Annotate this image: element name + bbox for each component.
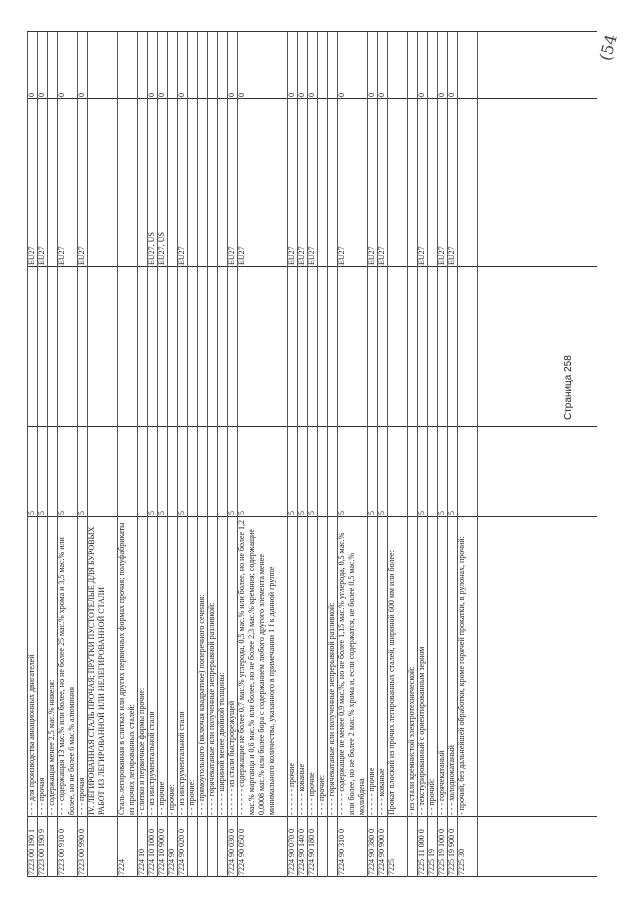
code-cell: 7224 90 050 0 — [237, 829, 246, 875]
regime-cell — [167, 99, 177, 267]
regime-cell: EU27 — [337, 246, 346, 265]
code-cell: 7224 90 020 0 — [177, 829, 186, 875]
duty-rate-cell: 5 — [307, 511, 316, 515]
code-cell: 7225 19 900 0 — [447, 829, 456, 875]
last-column-cell — [427, 32, 437, 99]
duty-rate-cell — [47, 427, 57, 517]
regime-cell — [407, 99, 417, 267]
code-cell: 7224 90 900 0 — [377, 829, 386, 875]
note-cell — [217, 267, 227, 427]
note-cell — [77, 267, 87, 427]
duty-rate-cell: 5 — [287, 511, 296, 515]
description-cell: - прочие: — [167, 784, 176, 815]
regime-cell: EU27 — [447, 246, 456, 265]
regime-cell: EU27 — [307, 246, 316, 265]
regime-cell: EU27, US — [157, 232, 166, 265]
code-cell: 7223 00 190 9 — [37, 829, 46, 875]
duty-rate-cell: 5 — [147, 511, 156, 515]
duty-rate-cell: 5 — [447, 511, 456, 515]
note-cell — [447, 267, 457, 427]
last-column-cell: 0 — [417, 93, 426, 97]
last-column-cell: 0 — [37, 93, 46, 97]
table-row-divider — [477, 32, 478, 877]
duty-rate-cell: 5 — [27, 511, 36, 515]
code-cell: 7224 90 — [167, 849, 176, 875]
description-cell: - - - - прочие — [307, 772, 316, 815]
duty-rate-cell — [317, 427, 327, 517]
note-cell — [207, 267, 217, 427]
note-cell — [367, 267, 377, 427]
description-cell: Прокат плоский из прочих легированных сталей, шириной 600 мм или более: — [387, 550, 396, 815]
last-column-cell — [327, 32, 337, 99]
description-cell: - - - - - шириной менее двойной толщины: — [217, 672, 226, 815]
duty-rate-cell — [87, 427, 117, 517]
regime-cell: EU27 — [417, 246, 426, 265]
code-cell: 7223 00 910 0 — [57, 829, 66, 875]
note-cell — [117, 267, 137, 427]
regime-cell: EU27 — [57, 246, 66, 265]
duty-rate-cell: 5 — [57, 511, 66, 515]
last-column-cell — [387, 32, 407, 99]
description-cell: - - - прочая — [77, 777, 86, 815]
code-cell: 7224 90 180 0 — [307, 829, 316, 875]
last-column-cell: 0 — [447, 93, 456, 97]
last-column-cell: 0 — [237, 93, 246, 97]
code-cell — [327, 817, 337, 877]
duty-rate-cell: 5 — [37, 511, 46, 515]
code-cell: 7225 11 000 0 — [417, 829, 426, 875]
code-cell: 7224 90 140 0 — [297, 829, 306, 875]
last-column-cell — [47, 32, 57, 99]
description-cell: - - - для производства авиационных двигателей — [27, 654, 36, 815]
last-column-cell — [207, 32, 217, 99]
regime-cell: EU27 — [377, 246, 386, 265]
last-column-cell: 0 — [437, 93, 446, 97]
code-cell: 7225 19 100 0 — [437, 829, 446, 875]
duty-rate-cell — [137, 427, 147, 517]
note-cell — [87, 267, 117, 427]
last-column-cell — [87, 32, 117, 99]
description-cell: - - - прочая — [37, 777, 46, 815]
code-cell: 7224 — [117, 859, 126, 875]
note-cell — [387, 267, 407, 427]
last-column-cell: 0 — [147, 93, 156, 97]
description-cell: - - - - горячекатаные или полученные непрерывной разливкой: — [327, 602, 336, 815]
description-cell: IV. ЛЕГИРОВАННАЯ СТАЛЬ ПРОЧАЯ; ПРУТКИ ПУСТОТЕЛЫЕ ДЛЯ БУРОВЫХ РАБОТ ИЗ ЛЕГИРОВАННОЙ ИЛИ НЕЛЕГИРОВАННОЙ СТАЛИ — [87, 526, 106, 815]
regime-cell — [137, 99, 147, 267]
code-cell: 7223 00 990 0 — [77, 829, 86, 875]
last-column-cell: 0 — [367, 93, 376, 97]
description-cell: - - текстурированный с ориентированным зерном — [417, 646, 426, 815]
last-column-cell: 0 — [227, 93, 236, 97]
description-cell: - - - содержащая 13 мас.% или более, но не более 25 мас.% хрома и 3,5 мас.% или более, но не более 6 мас.% алюминия — [57, 537, 76, 815]
note-cell — [187, 267, 197, 427]
code-cell: 7225 30 — [457, 849, 466, 875]
description-cell: - - из инструментальной стали — [177, 711, 186, 815]
duty-rate-cell — [207, 427, 217, 517]
code-cell — [217, 817, 227, 877]
description-cell: - - из инструментальной стали — [147, 711, 156, 815]
note-cell — [297, 267, 307, 427]
duty-rate-cell: 5 — [377, 511, 386, 515]
code-cell — [407, 817, 417, 877]
note-cell — [167, 267, 177, 427]
last-column-cell: 0 — [177, 93, 186, 97]
regime-cell — [387, 99, 407, 267]
note-cell — [417, 267, 427, 427]
description-cell: - - - прямоугольного (включая квадратное) поперечного сечения: — [197, 594, 206, 815]
regime-cell: EU27 — [227, 246, 236, 265]
description-cell: - - - - кованые — [377, 768, 386, 815]
description-cell: - - - - - - из стали быстрорежущей — [227, 700, 236, 815]
regime-cell — [317, 99, 327, 267]
regime-cell: EU27 — [37, 246, 46, 265]
note-cell — [377, 267, 387, 427]
code-cell — [317, 817, 327, 877]
regime-cell — [187, 99, 197, 267]
note-cell — [27, 267, 37, 427]
code-cell — [47, 817, 57, 877]
regime-cell: EU27 — [297, 246, 306, 265]
note-cell — [327, 267, 337, 427]
description-cell: - - - - - содержащие не менее 0,9 мас.%, но не более 1,15 мас.% углерода, 0,5 мас.% или более, но не более 2 мас.% хрома и, если содержатся, не более 0,5 мас.% молибдена — [337, 532, 366, 815]
regime-cell: EU27 — [287, 246, 296, 265]
description-cell: - слитки и первичные формы прочие: — [137, 687, 146, 815]
description-cell: - - содержащая менее 2,5 мас.% никеля: — [47, 679, 56, 815]
last-column-cell: 0 — [307, 93, 316, 97]
regime-cell: EU27, US — [147, 232, 156, 265]
last-column-cell: 0 — [297, 93, 306, 97]
regime-cell — [327, 99, 337, 267]
last-column-cell — [217, 32, 227, 99]
tariff-table — [27, 32, 597, 877]
last-column-cell: 0 — [77, 93, 86, 97]
duty-rate-cell — [327, 427, 337, 517]
duty-rate-cell — [427, 427, 437, 517]
note-cell — [227, 267, 237, 427]
last-column-cell — [457, 32, 477, 99]
description-cell: - прочий, без дальнейшей обработки, кроме горячей прокатки, в рулонах, прочий: — [457, 536, 466, 815]
duty-rate-cell: 5 — [417, 511, 426, 515]
regime-cell: EU27 — [367, 246, 376, 265]
code-cell: 7224 90 310 0 — [337, 829, 346, 875]
description-cell: - - - - горячекатаные или полученные непрерывной разливкой: — [207, 602, 216, 815]
duty-rate-cell: 5 — [77, 511, 86, 515]
duty-rate-cell: 5 — [337, 511, 346, 515]
description-cell: Сталь легированная в слитках или других первичных формах прочая; полуфабрикаты из прочих легированных сталей: — [117, 522, 136, 815]
last-column-cell: 0 — [157, 93, 166, 97]
regime-cell — [197, 99, 207, 267]
description-cell: - из стали кремнистой электротехнической: — [407, 666, 416, 815]
regime-cell — [87, 99, 117, 267]
regime-cell: EU27 — [177, 246, 186, 265]
note-cell — [147, 267, 157, 427]
duty-rate-cell — [167, 427, 177, 517]
duty-rate-cell: 5 — [227, 511, 236, 515]
note-cell — [47, 267, 57, 427]
regime-cell: EU27 — [27, 246, 36, 265]
regime-cell — [47, 99, 57, 267]
description-cell: - - - горячекатаный — [437, 750, 446, 815]
regime-cell — [117, 99, 137, 267]
duty-rate-cell: 5 — [157, 511, 166, 515]
note-cell — [177, 267, 187, 427]
description-cell: - - - прочие: — [317, 774, 326, 815]
code-cell — [197, 817, 207, 877]
code-cell — [207, 817, 217, 877]
code-cell: 7224 10 — [137, 849, 146, 875]
last-column-cell — [317, 32, 327, 99]
duty-rate-cell: 5 — [437, 511, 446, 515]
note-cell — [237, 267, 287, 427]
last-column-cell — [407, 32, 417, 99]
duty-rate-cell: 5 — [297, 511, 306, 515]
description-cell: - - прочие: — [187, 779, 196, 815]
code-cell: 7223 00 190 1 — [27, 829, 36, 875]
code-cell — [187, 817, 197, 877]
duty-rate-cell — [187, 427, 197, 517]
regime-cell: EU27 — [77, 246, 86, 265]
regime-cell: EU27 — [437, 246, 446, 265]
last-column-cell — [197, 32, 207, 99]
note-cell — [137, 267, 147, 427]
duty-rate-cell — [387, 427, 407, 517]
regime-cell — [457, 99, 477, 267]
regime-cell — [427, 99, 437, 267]
duty-rate-cell: 5 — [237, 511, 246, 515]
code-cell: 7224 90 070 0 — [287, 829, 296, 875]
duty-rate-cell — [117, 427, 137, 517]
note-cell — [427, 267, 437, 427]
description-cell: - - - - - прочие — [367, 767, 376, 815]
description-cell: - - - - - кованые — [297, 763, 306, 815]
code-cell: 7224 90 380 0 — [367, 829, 376, 875]
code-cell: 7224 10 100 0 — [147, 829, 156, 875]
code-cell: 7225 — [387, 859, 396, 875]
duty-rate-cell — [197, 427, 207, 517]
note-cell — [57, 267, 77, 427]
last-column-cell — [167, 32, 177, 99]
description-cell: - - прочие — [157, 781, 166, 815]
regime-cell: EU27 — [237, 246, 246, 265]
last-column-cell: 0 — [27, 93, 36, 97]
duty-rate-cell — [407, 427, 417, 517]
note-cell — [317, 267, 327, 427]
handwritten-page-mark: (54 — [595, 32, 621, 63]
code-cell: 7224 90 030 0 — [227, 829, 236, 875]
note-cell — [337, 267, 367, 427]
description-cell: - - - холоднокатаный — [447, 745, 456, 815]
description-cell: - - - - - - содержащие не более 0,7 мас.% углерода, 0,5 мас.% или более, но не более 1,2 мас.% марганца и 0,6 мас.% или более, но не более 2,3 мас.% кремния; содержащие 0,0008 мас.% или более бора с содержанием любого другого элемента менее минимального количества, указанного в примечании 1 f к данной группе — [237, 519, 276, 815]
code-cell: 7224 10 900 0 — [157, 829, 166, 875]
last-column-cell — [187, 32, 197, 99]
note-cell — [37, 267, 47, 427]
last-column-cell: 0 — [337, 93, 346, 97]
last-column-cell — [117, 32, 137, 99]
note-cell — [407, 267, 417, 427]
duty-rate-cell: 5 — [367, 511, 376, 515]
regime-cell — [207, 99, 217, 267]
duty-rate-cell — [217, 427, 227, 517]
description-cell: - - - - - - прочие — [287, 763, 296, 815]
note-cell — [437, 267, 447, 427]
regime-cell — [217, 99, 227, 267]
note-cell — [287, 267, 297, 427]
note-cell — [307, 267, 317, 427]
note-cell — [157, 267, 167, 427]
last-column-cell: 0 — [287, 93, 296, 97]
last-column-cell: 0 — [57, 93, 66, 97]
last-column-cell — [137, 32, 147, 99]
note-cell — [457, 267, 477, 427]
duty-rate-cell: 5 — [177, 511, 186, 515]
description-cell: - - прочий: — [427, 778, 436, 815]
last-column-cell: 0 — [377, 93, 386, 97]
code-cell — [87, 817, 117, 877]
duty-rate-cell — [457, 427, 477, 517]
note-cell — [197, 267, 207, 427]
code-cell: 7225 19 — [427, 849, 436, 875]
page-number: Страница 258 — [563, 355, 574, 420]
